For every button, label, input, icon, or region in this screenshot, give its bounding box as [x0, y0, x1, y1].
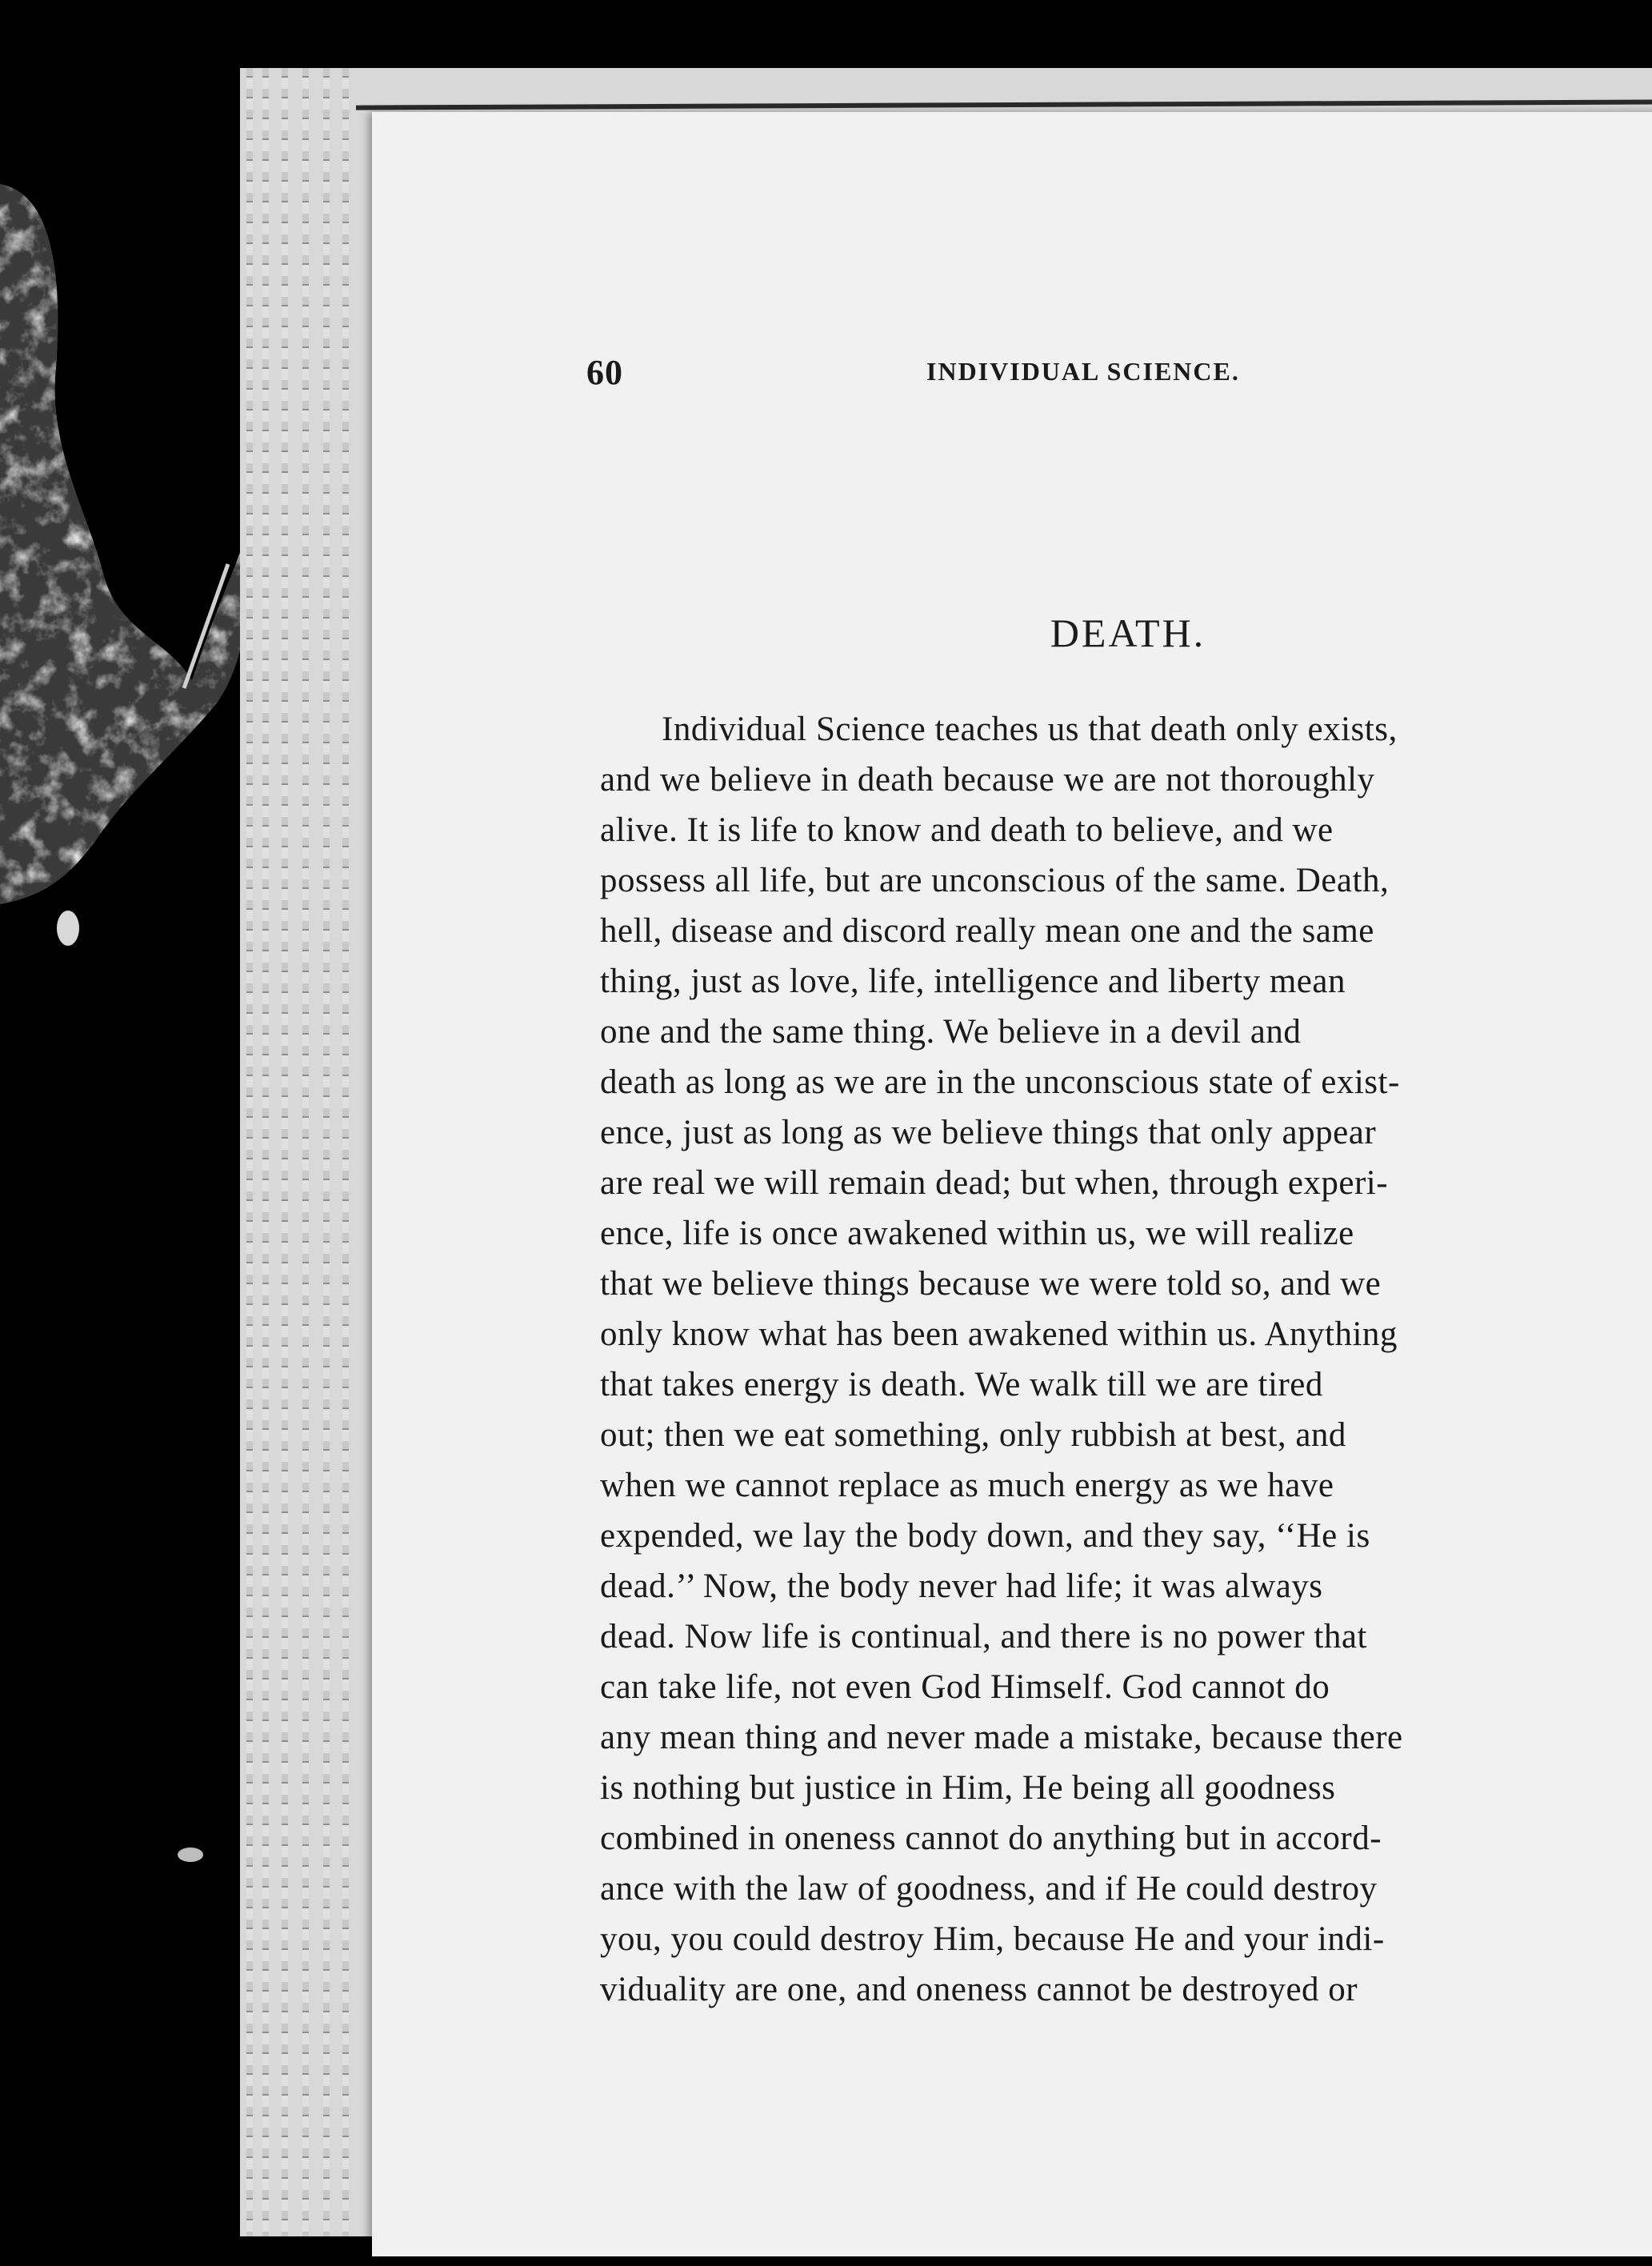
- page-number: 60: [586, 353, 623, 392]
- text-line: ance with the law of goodness, and if He could destroy: [600, 1870, 1378, 1908]
- page-edge: [302, 68, 309, 2236]
- page-edge: [342, 68, 349, 2236]
- text-line: dead. Now life is continual, and there is no power that: [600, 1618, 1367, 1655]
- text-line: and we believe in death because we are not thoroughly: [600, 761, 1375, 799]
- text-line: that we believe things because we were told so, and we: [600, 1265, 1382, 1303]
- text-line: Individual Science teaches us that death only exists,: [662, 712, 1398, 748]
- running-head: [586, 352, 1652, 400]
- text-line: ence, just as long as we believe things that only appear: [600, 1114, 1377, 1151]
- body-paragraph: [600, 712, 1652, 2240]
- text-line: death as long as we are in the unconscious state of exist-: [600, 1063, 1400, 1101]
- page-edge: [323, 68, 330, 2236]
- page-edge: [282, 68, 288, 2236]
- running-title: INDIVIDUAL SCIENCE.: [926, 357, 1240, 386]
- text-line: only know what has been awakened within us. Anything: [600, 1315, 1398, 1353]
- text-line: expended, we lay the body down, and they say, ‘‘He is: [600, 1517, 1370, 1555]
- text-line: is nothing but justice in Him, He being all goodness: [600, 1769, 1336, 1807]
- text-line: alive. It is life to know and death to believe, and we: [600, 811, 1334, 849]
- text-line: can take life, not even God Himself. God cannot do: [600, 1668, 1330, 1706]
- page-edge: [246, 68, 253, 2236]
- text-line: out; then we eat something, only rubbish at best, and: [600, 1416, 1346, 1454]
- text-line: thing, just as love, life, intelligence and liberty mean: [600, 963, 1346, 1000]
- page-edge: [262, 68, 269, 2236]
- text-line: that takes energy is death. We walk till we are tired: [600, 1366, 1323, 1403]
- chapter-title: DEATH.: [1050, 611, 1206, 655]
- text-line: viduality are one, and oneness cannot be destroyed or: [600, 1971, 1358, 2008]
- text-line: one and the same thing. We believe in a devil and: [600, 1013, 1302, 1051]
- text-line: you, you could destroy Him, because He and your indi-: [600, 1920, 1385, 1958]
- text-line: when we cannot replace as much energy as we have: [600, 1467, 1334, 1504]
- text-line: any mean thing and never made a mistake, because there: [600, 1719, 1403, 1756]
- text-line: dead.’’ Now, the body never had life; it was always: [600, 1567, 1323, 1605]
- text-line: possess all life, but are unconscious of the same. Death,: [600, 862, 1390, 899]
- text-line: combined in oneness cannot do anything but in accord-: [600, 1820, 1382, 1857]
- text-line: ence, life is once awakened within us, we will realize: [600, 1215, 1354, 1252]
- text-line: hell, disease and discord really mean one and the same: [600, 912, 1374, 950]
- text-line: are real we will remain dead; but when, through experi-: [600, 1164, 1389, 1202]
